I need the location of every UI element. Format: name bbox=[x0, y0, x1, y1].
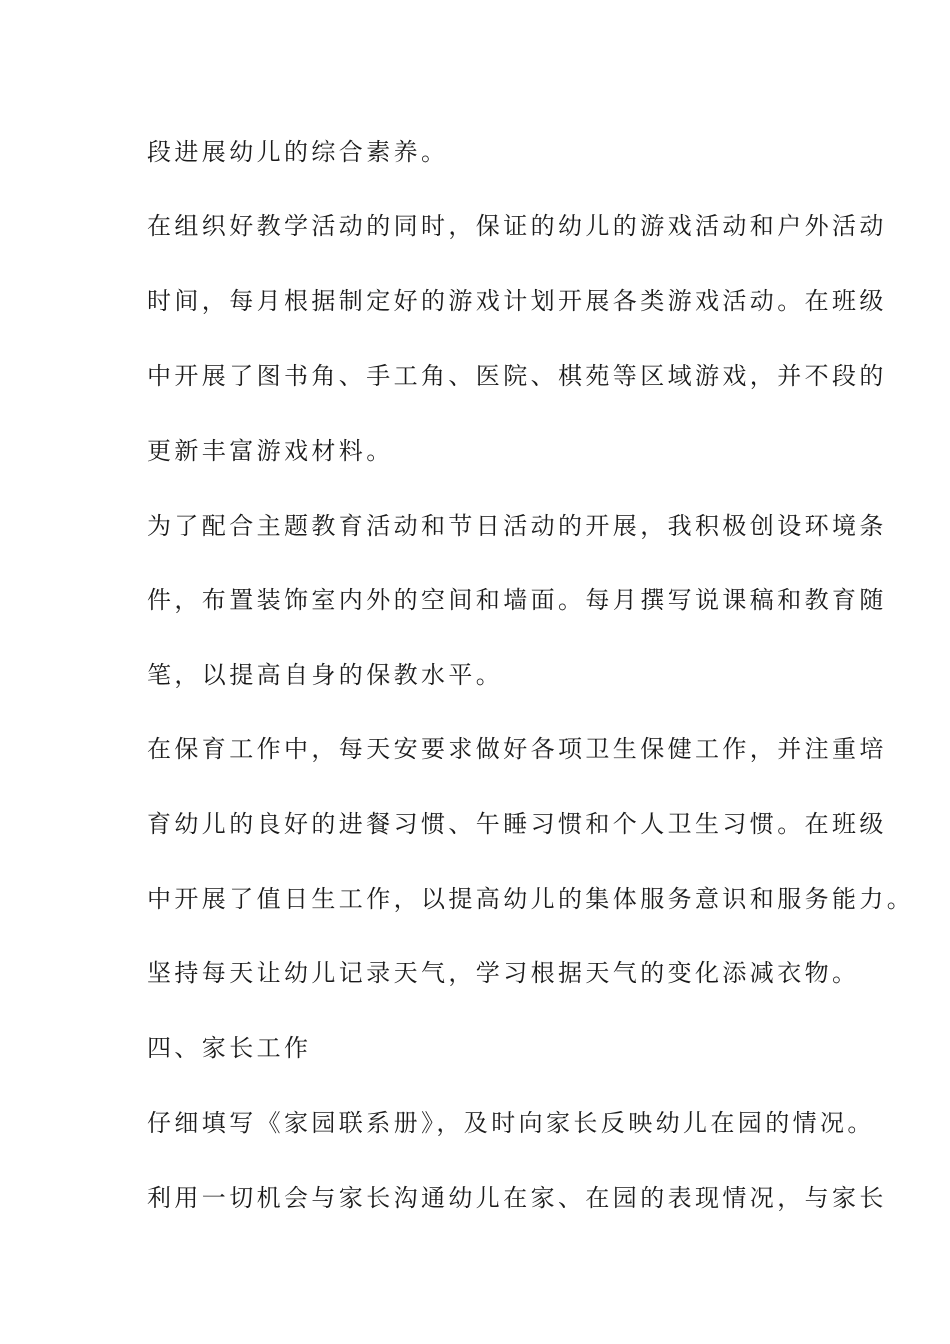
text-line-3: 时间，每月根据制定好的游戏计划开展各类游戏活动。在班级 bbox=[147, 287, 887, 315]
text-line-8: 笔，以提高自身的保教水平。 bbox=[147, 661, 504, 689]
text-line-1: 段进展幼儿的综合素养。 bbox=[147, 138, 449, 166]
text-line-6: 为了配合主题教育活动和节日活动的开展，我积极创设环境条 bbox=[147, 512, 887, 540]
text-line-10: 育幼儿的良好的进餐习惯、午睡习惯和个人卫生习惯。在班级 bbox=[147, 810, 887, 838]
text-line-9: 在保育工作中，每天安要求做好各项卫生保健工作，并注重培 bbox=[147, 735, 887, 763]
text-line-7: 件，布置装饰室内外的空间和墙面。每月撰写说课稿和教育随 bbox=[147, 586, 887, 614]
text-line-11: 中开展了值日生工作，以提高幼儿的集体服务意识和服务能力。 bbox=[147, 885, 915, 913]
text-line-12: 坚持每天让幼儿记录天气，学习根据天气的变化添减衣物。 bbox=[147, 959, 860, 987]
text-line-2: 在组织好教学活动的同时，保证的幼儿的游戏活动和户外活动 bbox=[147, 212, 887, 240]
text-line-4: 中开展了图书角、手工角、医院、棋苑等区域游戏，并不段的 bbox=[147, 362, 887, 390]
text-line-14: 仔细填写《家园联系册》，及时向家长反映幼儿在园的情况。 bbox=[147, 1109, 875, 1137]
section-heading: 四、家长工作 bbox=[147, 1034, 312, 1062]
text-line-15: 利用一切机会与家长沟通幼儿在家、在园的表现情况，与家长 bbox=[147, 1184, 887, 1212]
text-line-5: 更新丰富游戏材料。 bbox=[147, 437, 394, 465]
